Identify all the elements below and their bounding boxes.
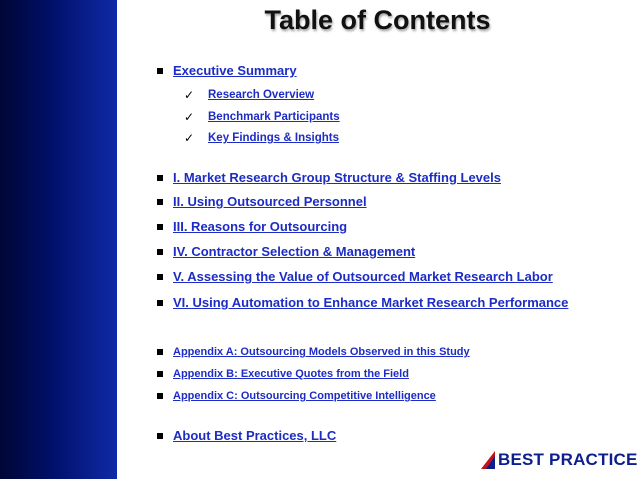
toc-link-label[interactable]: III. Reasons for Outsourcing [173, 219, 348, 234]
toc-section-3[interactable] [157, 219, 347, 234]
toc-link-label[interactable]: About Best Practices, LLC [173, 428, 337, 443]
toc-section-5[interactable] [157, 269, 553, 284]
toc-link-label[interactable]: Research Overview [208, 89, 315, 101]
square-bullet-icon [157, 175, 163, 181]
square-bullet-icon [157, 300, 163, 306]
toc-subitem-research-overview[interactable] [184, 88, 314, 102]
square-bullet-icon [157, 393, 163, 399]
toc-item-executive-summary[interactable] [157, 63, 297, 78]
toc-link-label[interactable]: VI. Using Automation to Enhance Market Research Performance [173, 295, 569, 310]
square-bullet-icon [157, 433, 163, 439]
logo-text: BEST PRACTICE [498, 450, 638, 469]
toc-link-label[interactable]: Benchmark Participants [208, 111, 340, 123]
toc-item-about[interactable] [157, 428, 336, 443]
best-practices-logo-icon [480, 450, 496, 470]
square-bullet-icon [157, 224, 163, 230]
checkmark-icon: ✓ [184, 110, 195, 124]
toc-subitem-key-findings[interactable] [184, 131, 339, 145]
square-bullet-icon [157, 68, 163, 74]
toc-link-label[interactable]: I. Market Research Group Structure & Staffing Levels [173, 170, 501, 185]
toc-section-4[interactable] [157, 244, 415, 259]
left-sidebar-band [0, 0, 117, 479]
square-bullet-icon [157, 274, 163, 280]
checkmark-icon: ✓ [184, 88, 195, 102]
toc-appendix-c[interactable] [157, 390, 436, 402]
toc-appendix-b[interactable] [157, 368, 409, 380]
toc-appendix-a[interactable] [157, 346, 470, 358]
toc-link-label[interactable]: Appendix C: Outsourcing Competitive Intelligence [173, 390, 436, 402]
toc-link-label[interactable]: IV. Contractor Selection & Management [173, 244, 416, 259]
toc-section-2[interactable] [157, 194, 367, 209]
square-bullet-icon [157, 371, 163, 377]
square-bullet-icon [157, 349, 163, 355]
toc-link-label[interactable]: Appendix A: Outsourcing Models Observed in this Study [173, 346, 470, 358]
toc-section-1[interactable] [157, 170, 501, 185]
page-title: Table of Contents [264, 5, 491, 35]
toc-link-label[interactable]: Executive Summary [173, 63, 297, 78]
toc-section-6[interactable] [157, 295, 568, 310]
toc-link-label[interactable]: Key Findings & Insights [208, 132, 339, 144]
square-bullet-icon [157, 249, 163, 255]
toc-link-label[interactable]: Appendix B: Executive Quotes from the Field [173, 368, 409, 380]
best-practices-logo [480, 450, 638, 470]
toc-link-label[interactable]: II. Using Outsourced Personnel [173, 194, 367, 209]
square-bullet-icon [157, 199, 163, 205]
checkmark-icon: ✓ [184, 131, 195, 145]
toc-link-label[interactable]: V. Assessing the Value of Outsourced Market Research Labor [173, 269, 553, 284]
toc-subitem-benchmark-participants[interactable] [184, 110, 340, 124]
